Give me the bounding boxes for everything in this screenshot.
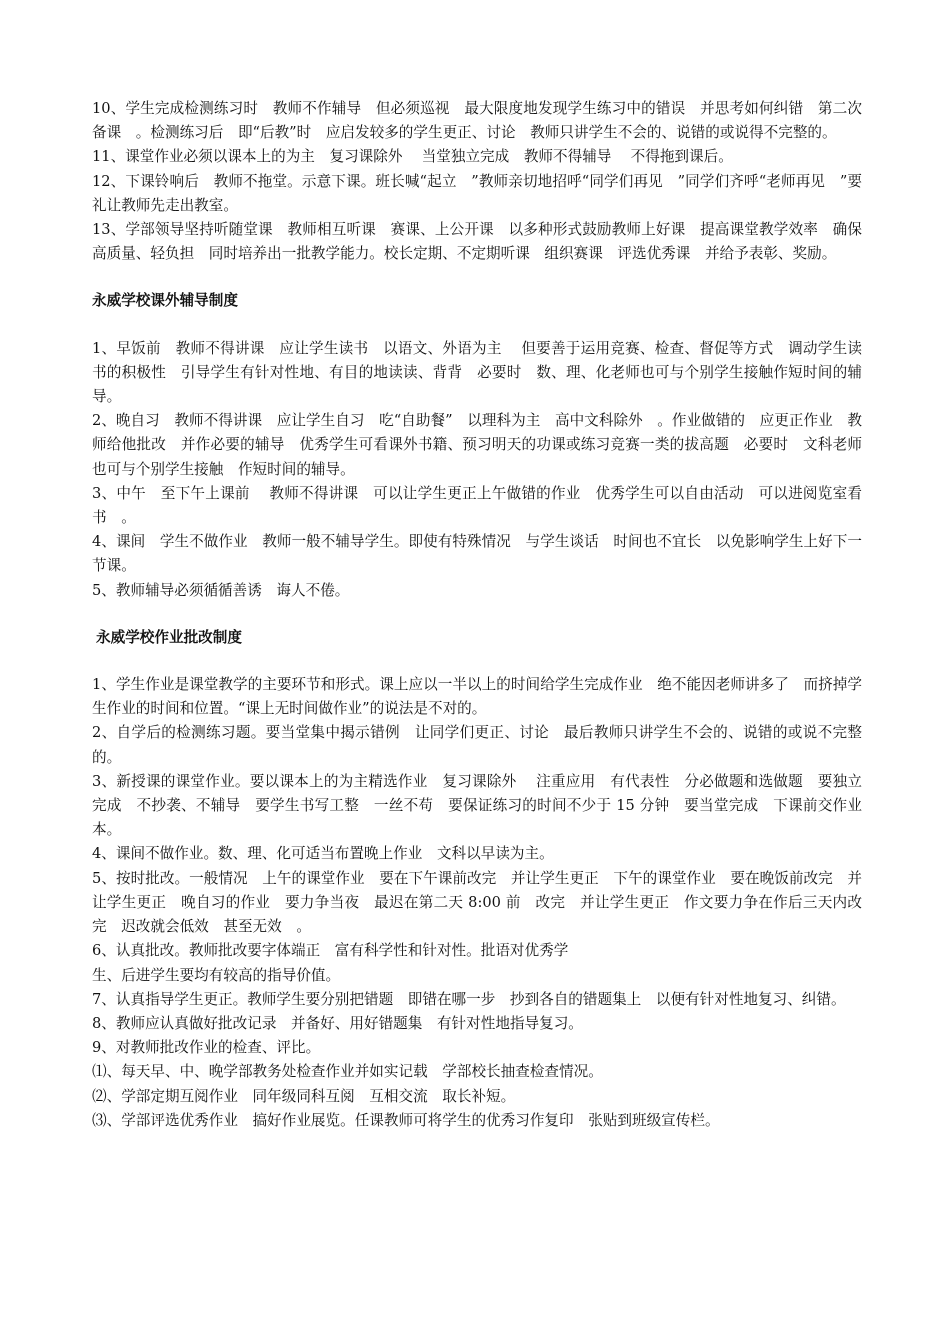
section-tutoring-rules xyxy=(92,337,862,603)
paragraph: 4、课间 学生不做作业 教师一般不辅导学生。即使有特殊情况 与学生谈话 时间也不宜长 以免影响学生上好下一节课。 xyxy=(92,533,862,575)
paragraph: 2、自学后的检测练习题。要当堂集中揭示错例 让同学们更正、讨论 最后教师只讲学生不会的、说错的或说不完整的。 xyxy=(92,724,862,766)
paragraph: 11、课堂作业必须以课本上的为主 复习课除外 当堂独立完成 教师不得辅导 不得拖到课后。 xyxy=(92,148,733,166)
paragraph: 1、早饭前 教师不得讲课 应让学生读书 以语文、外语为主 但要善于运用竞赛、检查、督促等方式 调动学生读书的积极性 引导学生有针对性地、有目的地读读、背背 必要时 数、理、化老师也可与个别学生接触作短时间的辅导。 xyxy=(92,339,862,406)
paragraph: 5、教师辅导必须循循善诱 诲人不倦。 xyxy=(92,581,350,599)
spacer xyxy=(92,266,862,289)
spacer xyxy=(92,603,862,626)
paragraph: 3、中午 至下午上课前 教师不得讲课 可以让学生更正上午做错的作业 优秀学生可以自由活动 可以进阅览室看书 。 xyxy=(92,484,862,527)
spacer xyxy=(92,314,862,337)
paragraph: ⑴、每天早、中、晚学部教务处检查作业并如实记载 学部校长抽查检查情况。 xyxy=(92,1063,603,1081)
paragraph: 1、学生作业是课堂教学的主要环节和形式。课上应以一半以上的时间给学生完成作业 绝不能因老师讲多了 而挤掉学生作业的时间和位置。“课上无时间做作业”的说法是不对的。 xyxy=(92,676,862,718)
paragraph: 7、认真指导学生更正。教师学生要分别把错题 即错在哪一步 抄到各自的错题集上 以便有针对性地复习、纠错。 xyxy=(92,990,846,1008)
paragraph: 10、学生完成检测练习时 教师不作辅导 但必须巡视 最大限度地发现学生练习中的错误 并思考如何纠错 第二次备课 。检测练习后 即“后教”时 应启发较多的学生更正、讨论 教师只讲学生不会的、说错的或说得不完整的。 xyxy=(92,100,862,142)
paragraph: 4、课间不做作业。数、理、化可适当布置晚上作业 文科以早读为主。 xyxy=(92,845,554,863)
section-title-tutoring: 永威学校课外辅导制度 xyxy=(92,292,238,310)
paragraph: ⑵、学部定期互阅作业 同年级同科互阅 互相交流 取长补短。 xyxy=(92,1087,516,1105)
paragraph: 生、后进学生要均有较高的指导价值。 xyxy=(92,966,341,984)
section-title-homework: 永威学校作业批改制度 xyxy=(96,628,242,646)
paragraph: 5、按时批改。一般情况 上午的课堂作业 要在下午课前改完 并让学生更正 下午的课堂作业 要在晚饭前改完 并让学生更正 晚自习的作业 要力争当夜 最迟在第二天 8:00 前 改完 并让学生更正 作文要力争在作后三天内改完 迟改就会低效 甚至无效 。 xyxy=(92,869,862,936)
paragraph: 2、晚自习 教师不得讲课 应让学生自习 吃“自助餐” 以理科为主 高中文科除外 。作业做错的 应更正作业 教师给他批改 并作必要的辅导 优秀学生可看课外书籍、预习明天的功课或练习竞赛一类的拔高题 必要时 文科老师也可与个别学生接触 作短时间的辅导。 xyxy=(92,412,862,478)
paragraph: 12、下课铃响后 教师不拖堂。示意下课。班长喊“起立 ”教师亲切地招呼“同学们再见 ”同学们齐呼“老师再见 ”要礼让教师先走出教室。 xyxy=(92,172,862,214)
paragraph: 6、认真批改。教师批改要字体端正 富有科学性和针对性。批语对优秀学 xyxy=(92,942,569,960)
paragraph: 9、对教师批改作业的检查、评比。 xyxy=(92,1039,321,1057)
paragraph: 8、教师应认真做好批改记录 并备好、用好错题集 有针对性地指导复习。 xyxy=(92,1014,583,1032)
paragraph: 13、学部领导坚持听随堂课 教师相互听课 赛课、上公开课 以多种形式鼓励教师上好课 提高课堂教学效率 确保高质量、轻负担 同时培养出一批教学能力。校长定期、不定期听课 组织赛课 评选优秀课 并给予表彰、奖励。 xyxy=(92,221,862,263)
section-classroom-rules xyxy=(92,97,862,266)
paragraph: 3、新授课的课堂作业。要以课本上的为主精选作业 复习课除外 注重应用 有代表性 分必做题和选做题 要独立完成 不抄袭、不辅导 要学生书写工整 一丝不苟 要保证练习的时间不少于 15 分钟 要当堂完成 下课前交作业本。 xyxy=(92,772,862,839)
section-homework-rules xyxy=(92,673,862,1133)
spacer xyxy=(92,650,862,673)
paragraph: ⑶、学部评选优秀作业 搞好作业展览。任课教师可将学生的优秀习作复印 张贴到班级宣传栏。 xyxy=(92,1111,720,1129)
